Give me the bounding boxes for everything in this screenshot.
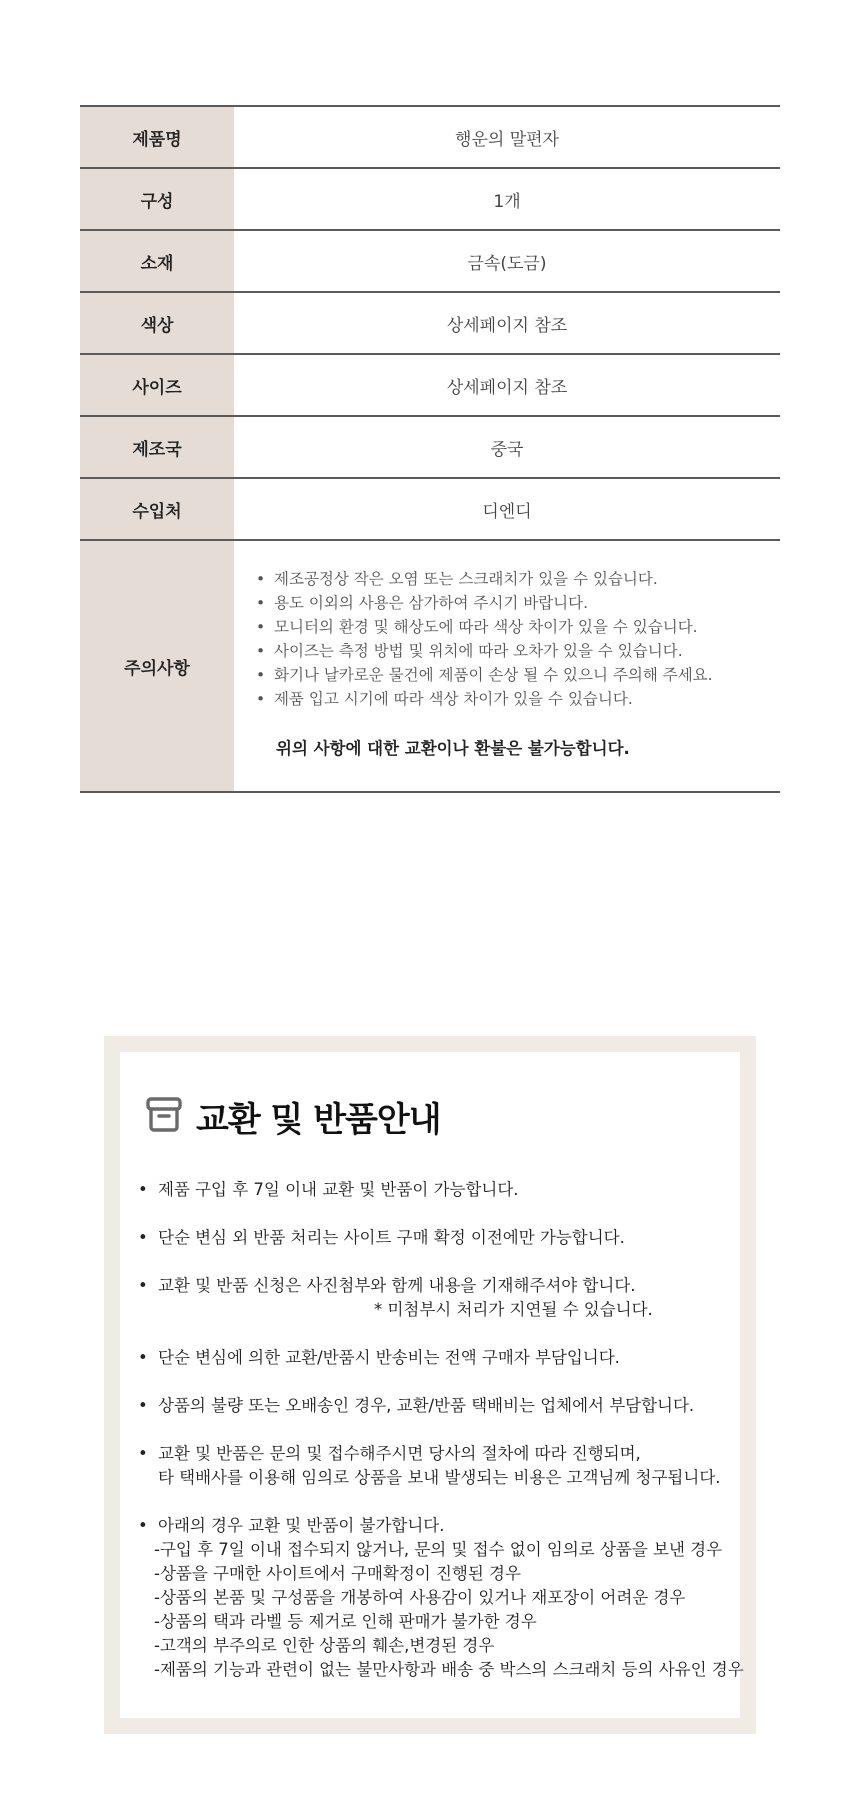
bullet: • [138,1228,148,1247]
guide-text: 교환 및 반품은 문의 및 접수해주시면 당사의 절차에 따라 진행되며, [158,1444,641,1463]
notice-text: 제조공정상 작은 오염 또는 스크래치가 있을 수 있습니다. [274,570,658,588]
bullet: • [138,1444,148,1463]
spec-label: 사이즈 [80,354,234,416]
spec-label: 수입처 [80,478,234,540]
case-item: -상품을 구매한 사이트에서 구매확정이 진행된 경우 [154,1564,521,1583]
bullet: • [256,570,266,588]
spec-value: 행운의 말편자 [234,106,780,168]
notice-item [254,567,780,591]
guide-text: 교환 및 반품 신청은 사진첨부와 함께 내용을 기재해주셔야 합니다. [158,1276,636,1295]
guide-text: 타 택배사를 이용해 임의로 상품을 보내 발생되는 비용은 고객님께 청구됩니다. [158,1468,721,1487]
guide-text: 단순 변심 외 반품 처리는 사이트 구매 확정 이전에만 가능합니다. [158,1228,625,1247]
spec-value: 디엔디 [234,478,780,540]
bullet: • [138,1180,148,1199]
spec-label: 제조국 [80,416,234,478]
notice-item [254,663,780,687]
spec-row-material [80,230,780,292]
spec-row-importer [80,478,780,540]
notice-cell [234,540,780,792]
case-item: -상품의 택과 라벨 등 제거로 인해 판매가 불가한 경우 [154,1612,537,1631]
spec-label: 구성 [80,168,234,230]
notice-text: 모니터의 환경 및 해상도에 따라 색상 차이가 있을 수 있습니다. [274,618,698,636]
notice-item [254,687,780,711]
notice-warning: 위의 사항에 대한 교환이나 환불은 불가능합니다. [276,739,630,758]
spec-value: 중국 [234,416,780,478]
spec-label: 제품명 [80,106,234,168]
notice-text: 화기나 날카로운 물건에 제품이 손상 될 수 있으니 주의해 주세요. [274,666,713,684]
notice-text: 사이즈는 측정 방법 및 위치에 따라 오차가 있을 수 있습니다. [274,642,683,660]
guide-text: 단순 변심에 의한 교환/반품시 반송비는 전액 구매자 부담입니다. [158,1348,620,1367]
guide-item [136,1274,736,1322]
case-item: -제품의 기능과 관련이 없는 불만사항과 배송 중 박스의 스크래치 등의 사유인 경우 [154,1660,744,1679]
spec-row-composition [80,168,780,230]
spec-row-size [80,354,780,416]
spec-row-country [80,416,780,478]
notice-list [254,567,780,711]
notice-item [254,591,780,615]
case-item: -고객의 부주의로 인한 상품의 훼손,변경된 경우 [154,1636,495,1655]
spec-label: 색상 [80,292,234,354]
bullet: • [256,666,266,684]
case-item: -구입 후 7일 이내 접수되지 않거나, 문의 및 접수 없이 임의로 상품을 보낸 경우 [154,1540,723,1559]
case-item: -상품의 본품 및 구성품을 개봉하여 사용감이 있거나 재포장이 어려운 경우 [154,1588,686,1607]
guide-item [136,1442,736,1490]
box-icon [144,1095,184,1139]
spec-row-name [80,106,780,168]
notice-text: 제품 입고 시기에 따라 색상 차이가 있을 수 있습니다. [274,690,633,708]
bullet: • [256,618,266,636]
guide-text: 상품의 불량 또는 오배송인 경우, 교환/반품 택배비는 업체에서 부담합니다. [158,1396,695,1415]
guide-item [136,1394,736,1418]
guide-list [136,1178,744,1706]
spec-row-notice [80,540,780,792]
spec-value: 금속(도금) [234,230,780,292]
notice-item [254,639,780,663]
guide-text: 아래의 경우 교환 및 반품이 불가합니다. [158,1516,445,1535]
guide-footnote: * 미첨부시 처리가 지연될 수 있습니다. [374,1300,653,1319]
bullet: • [256,642,266,660]
guide-text: 제품 구입 후 7일 이내 교환 및 반품이 가능합니다. [158,1180,519,1199]
guide-item [136,1178,736,1202]
guide-item [136,1514,744,1682]
guide-title: 교환 및 반품안내 [196,1100,441,1140]
bullet: • [256,690,266,708]
spec-value: 상세페이지 참조 [234,354,780,416]
bullet: • [138,1516,148,1535]
guide-item [136,1226,736,1250]
guide-item [136,1346,736,1370]
guide-card [120,1052,744,1718]
notice-item [254,615,780,639]
exchange-return-guide [104,1036,756,1734]
spec-value: 1개 [234,168,780,230]
product-spec-table [80,105,780,793]
spec-label: 주의사항 [80,540,234,792]
bullet: • [138,1348,148,1367]
spec-label: 소재 [80,230,234,292]
spec-row-color [80,292,780,354]
spec-value: 상세페이지 참조 [234,292,780,354]
bullet: • [256,594,266,612]
guide-header [144,1092,441,1141]
bullet: • [138,1276,148,1295]
bullet: • [138,1396,148,1415]
notice-text: 용도 이외의 사용은 삼가하여 주시기 바랍니다. [274,594,589,612]
